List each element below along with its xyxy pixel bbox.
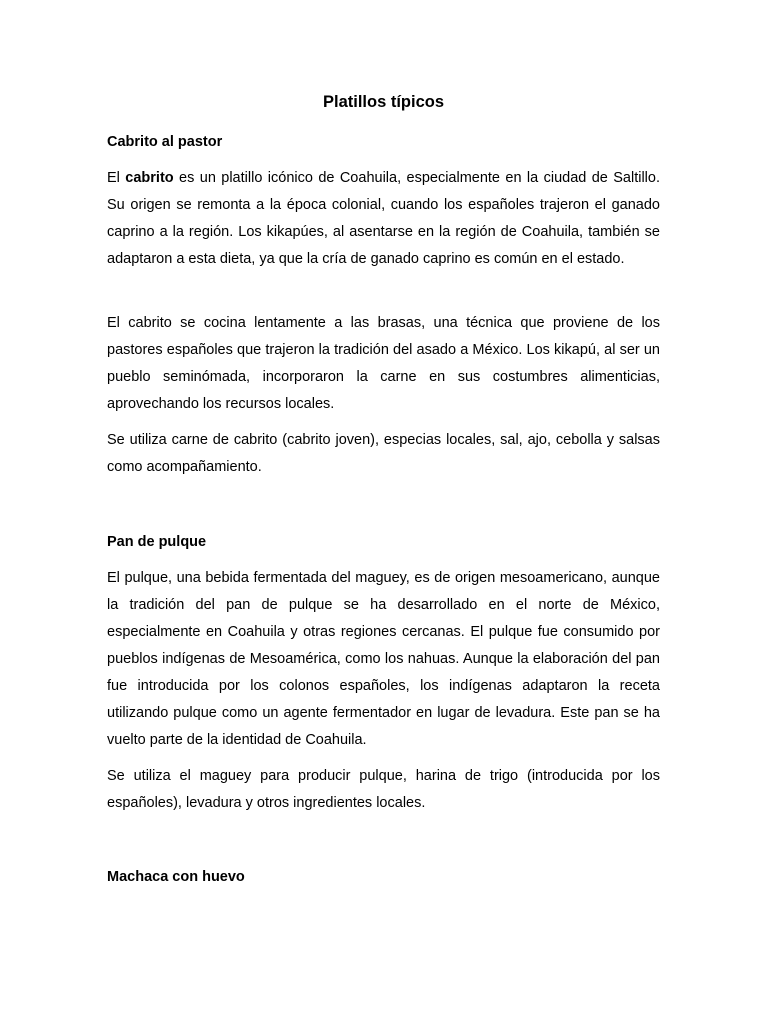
document-title: Platillos típicos [322, 93, 445, 111]
paragraph-pulque-origin: El pulque, una bebida fermentada del maguey, es de origen mesoamericano, aunque la tradición del pan de pulque se ha desarrollado en el norte de México, especialmente en Coahuila y otras regiones cercanas. El pulque fue consumido por pueblos indígenas de Mesoamérica, como los nahuas. Aunque la elaboración del pan fue introducida por los colonos españoles, los indígenas adaptaron la receta utilizando pulque como un agente fermentador en lugar de levadura. Este pan se ha vuelto parte de la identidad de Coahuila. [107, 570, 660, 748]
paragraph-pulque-ingredients: Se utiliza el maguey para producir pulque, harina de trigo (introducida por los españoles), levadura y otros ingredientes locales. [107, 768, 660, 811]
paragraph-text: El [107, 170, 126, 186]
paragraph-cabrito-ingredients: Se utiliza carne de cabrito (cabrito joven), especias locales, sal, ajo, cebolla y salsas como acompañamiento. [107, 432, 660, 475]
paragraph-cabrito-origin [107, 165, 660, 273]
bold-term: cabrito [125, 170, 174, 186]
section-heading-machaca: Machaca con huevo [107, 869, 245, 885]
paragraph-text: es un platillo icónico de Coahuila, especialmente en la ciudad de Saltillo. Su origen se remonta a la época colonial, cuando los españoles trajeron el ganado caprino a la región. Los kikapúes, al asentarse en la región de Coahuila, también se adaptaron a esta dieta, ya que la cría de ganado caprino es común en el estado. [107, 170, 661, 267]
paragraph-cabrito-technique: El cabrito se cocina lentamente a las brasas, una técnica que proviene de los pastores españoles que trajeron la tradición del asado a México. Los kikapú, al ser un pueblo seminómada, incorporaron la carne en sus costumbres alimenticias, aprovechando los recursos locales. [107, 315, 660, 412]
section-heading-pan-de-pulque: Pan de pulque [107, 534, 207, 550]
section-heading-cabrito: Cabrito al pastor [107, 134, 223, 150]
